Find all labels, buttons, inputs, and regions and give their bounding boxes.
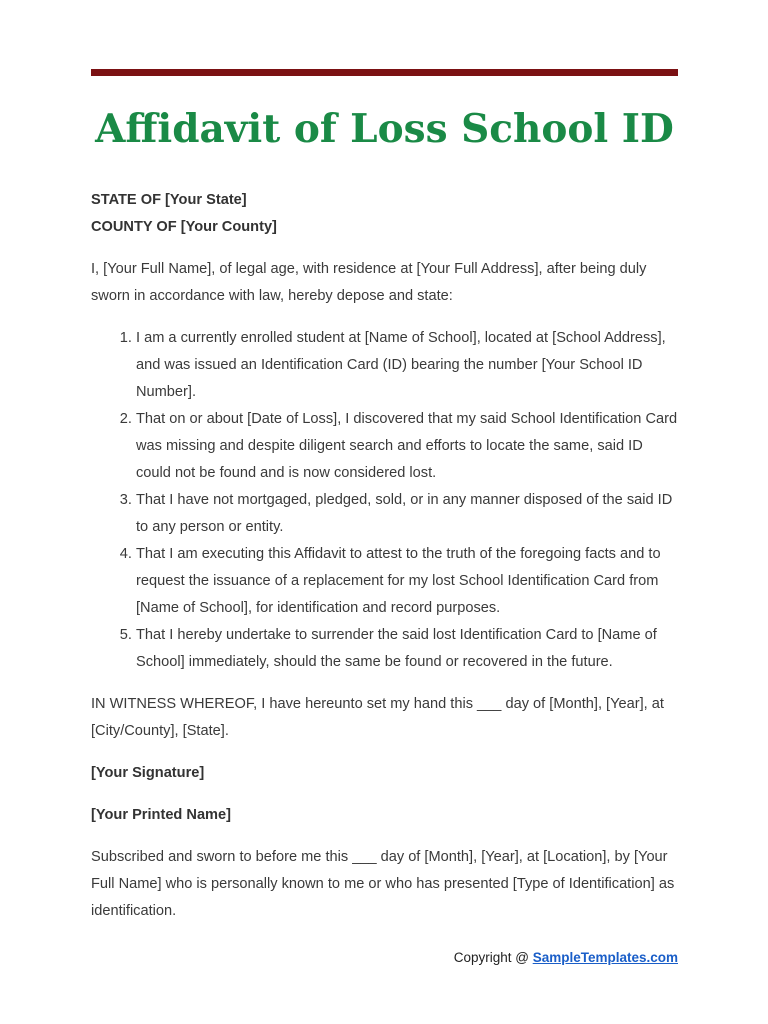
printed-name-line: [Your Printed Name] (91, 807, 232, 823)
signature-line: [Your Signature] (91, 765, 205, 781)
clause-item: 1. I am a currently enrolled student at [Name of School], located at [School Address], and was issued an Identification Card (ID) bearing the number [Your School ID Number]. (136, 325, 678, 406)
copyright-footer (454, 950, 678, 965)
intro-paragraph: I, [Your Full Name], of legal age, with residence at [Your Full Address], after being duly sworn in accordance with law, hereby depose and state: (91, 261, 647, 304)
top-rule-divider (91, 69, 678, 76)
sampletemplates-link[interactable]: SampleTemplates.com (532, 950, 678, 965)
clause-item: 4. That I am executing this Affidavit to attest to the truth of the foregoing facts and to request the issuance of a replacement for my lost School Identification Card from [Name of School], for identification and record purposes. (136, 541, 678, 622)
document-title: Affidavit of Loss School ID (95, 106, 674, 152)
clause-item: 2. That on or about [Date of Loss], I discovered that my said School Identification Card was missing and despite diligent search and efforts to locate the same, said ID could not be found and is now considered lost. (136, 406, 678, 487)
state-line: STATE OF [Your State] (91, 192, 247, 208)
witness-paragraph: IN WITNESS WHEREOF, I have hereunto set my hand this ___ day of [Month], [Year], at [City/County], [State]. (91, 696, 664, 739)
jurisdiction-block (91, 187, 678, 241)
clause-item: 5. That I hereby undertake to surrender the said lost Identification Card to [Name of School] immediately, should the same be found or recovered in the future. (136, 622, 678, 676)
subscribed-paragraph: Subscribed and sworn to before me this ___ day of [Month], [Year], at [Location], by [Your Full Name] who is personally known to me or who has presented [Type of Identification] as identification. (91, 849, 675, 919)
document-page (91, 69, 678, 925)
clauses-list (91, 325, 678, 676)
county-line: COUNTY OF [Your County] (91, 219, 277, 235)
clause-item: 3. That I have not mortgaged, pledged, sold, or in any manner disposed of the said ID to any person or entity. (136, 487, 678, 541)
copyright-text: Copyright @ (453, 950, 533, 965)
